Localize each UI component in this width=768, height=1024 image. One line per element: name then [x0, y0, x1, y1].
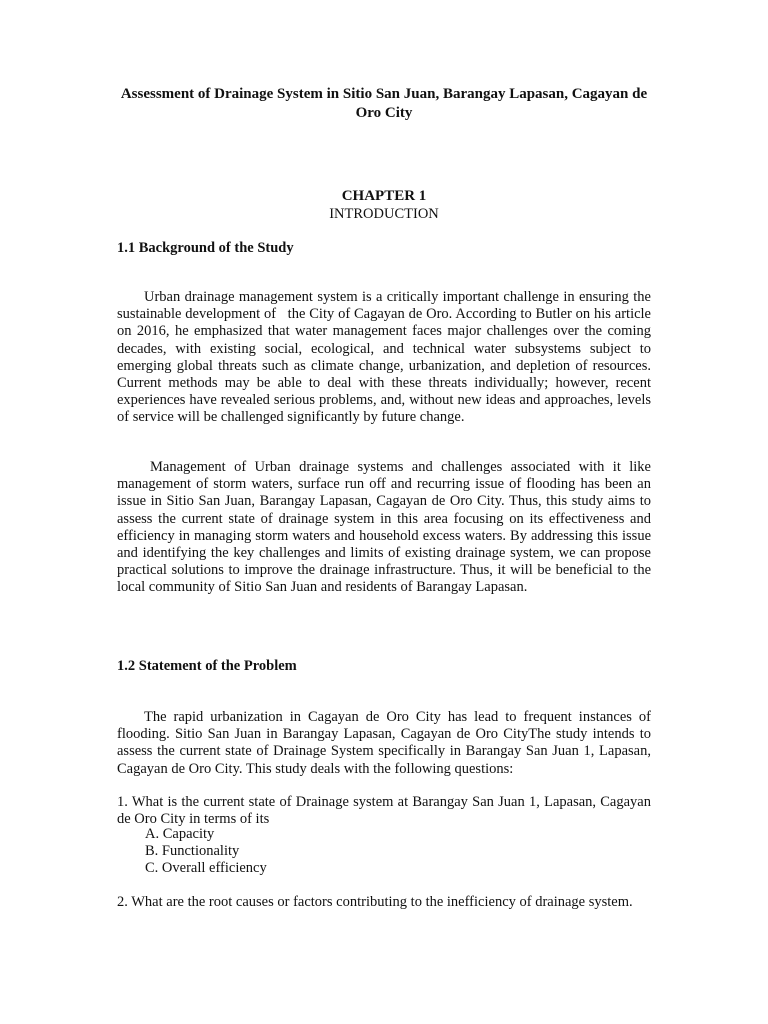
- list-item: A. Capacity: [145, 826, 215, 842]
- chapter-subtitle: INTRODUCTION: [329, 206, 439, 222]
- chapter-label: CHAPTER 1: [341, 188, 427, 204]
- list-item: B. Functionality: [145, 843, 240, 860]
- list-item: C. Overall efficiency: [145, 860, 267, 877]
- question-2: 2. What are the root causes or factors contributing to the inefficiency of drainage system.: [117, 894, 633, 910]
- section-heading-background: 1.1 Background of the Study: [117, 240, 294, 256]
- background-paragraph-2: Management of Urban drainage systems and challenges associated with it like management of storm waters, surface run off and recurring issue of flooding has been an issue in Sitio San Juan, Barangay Lapasan, Cagayan de Oro City. Thus, this study aims to assess the current state of drainage system in this area focusing on its effectiveness and efficiency in managing storm waters and household excess waters. By addressing this issue and identifying the key challenges and limits of existing drainage system, we can propose practical solutions to improve the drainage infrastructure. Thus, it will be beneficial to the local community of Sitio San Juan and residents of Barangay Lapasan.: [117, 459, 651, 596]
- problem-intro-paragraph: The rapid urbanization in Cagayan de Oro City has lead to frequent instances of flooding. Sitio San Juan in Barangay Lapasan, Cagayan de Oro CityThe study intends to assess the current state of Drainage System specifically in Barangay San Juan 1, Lapasan, Cagayan de Oro City. This study deals with the following questions:: [117, 709, 651, 777]
- document-title: Assessment of Drainage System in Sitio San Juan, Barangay Lapasan, Cagayan de Oro City: [120, 86, 648, 121]
- section-heading-problem: 1.2 Statement of the Problem: [117, 658, 297, 674]
- question-1: 1. What is the current state of Drainage system at Barangay San Juan 1, Lapasan, Cagayan de Oro City in terms of its: [117, 794, 651, 828]
- question-1-subitems: [145, 826, 267, 878]
- background-paragraph-1: Urban drainage management system is a critically important challenge in ensuring the sustainable development of the City of Cagayan de Oro. According to Butler on his article on 2016, he emphasized that water management faces major challenges over the coming decades, with existing social, ecological, and technical water subsystems subject to emerging global threats such as climate change, urbanization, and depletion of resources. Current methods may be able to deal with these threats individually; however, recent experiences have revealed serious problems, and, without new ideas and approaches, levels of service will be challenged significantly by future change.: [117, 289, 651, 426]
